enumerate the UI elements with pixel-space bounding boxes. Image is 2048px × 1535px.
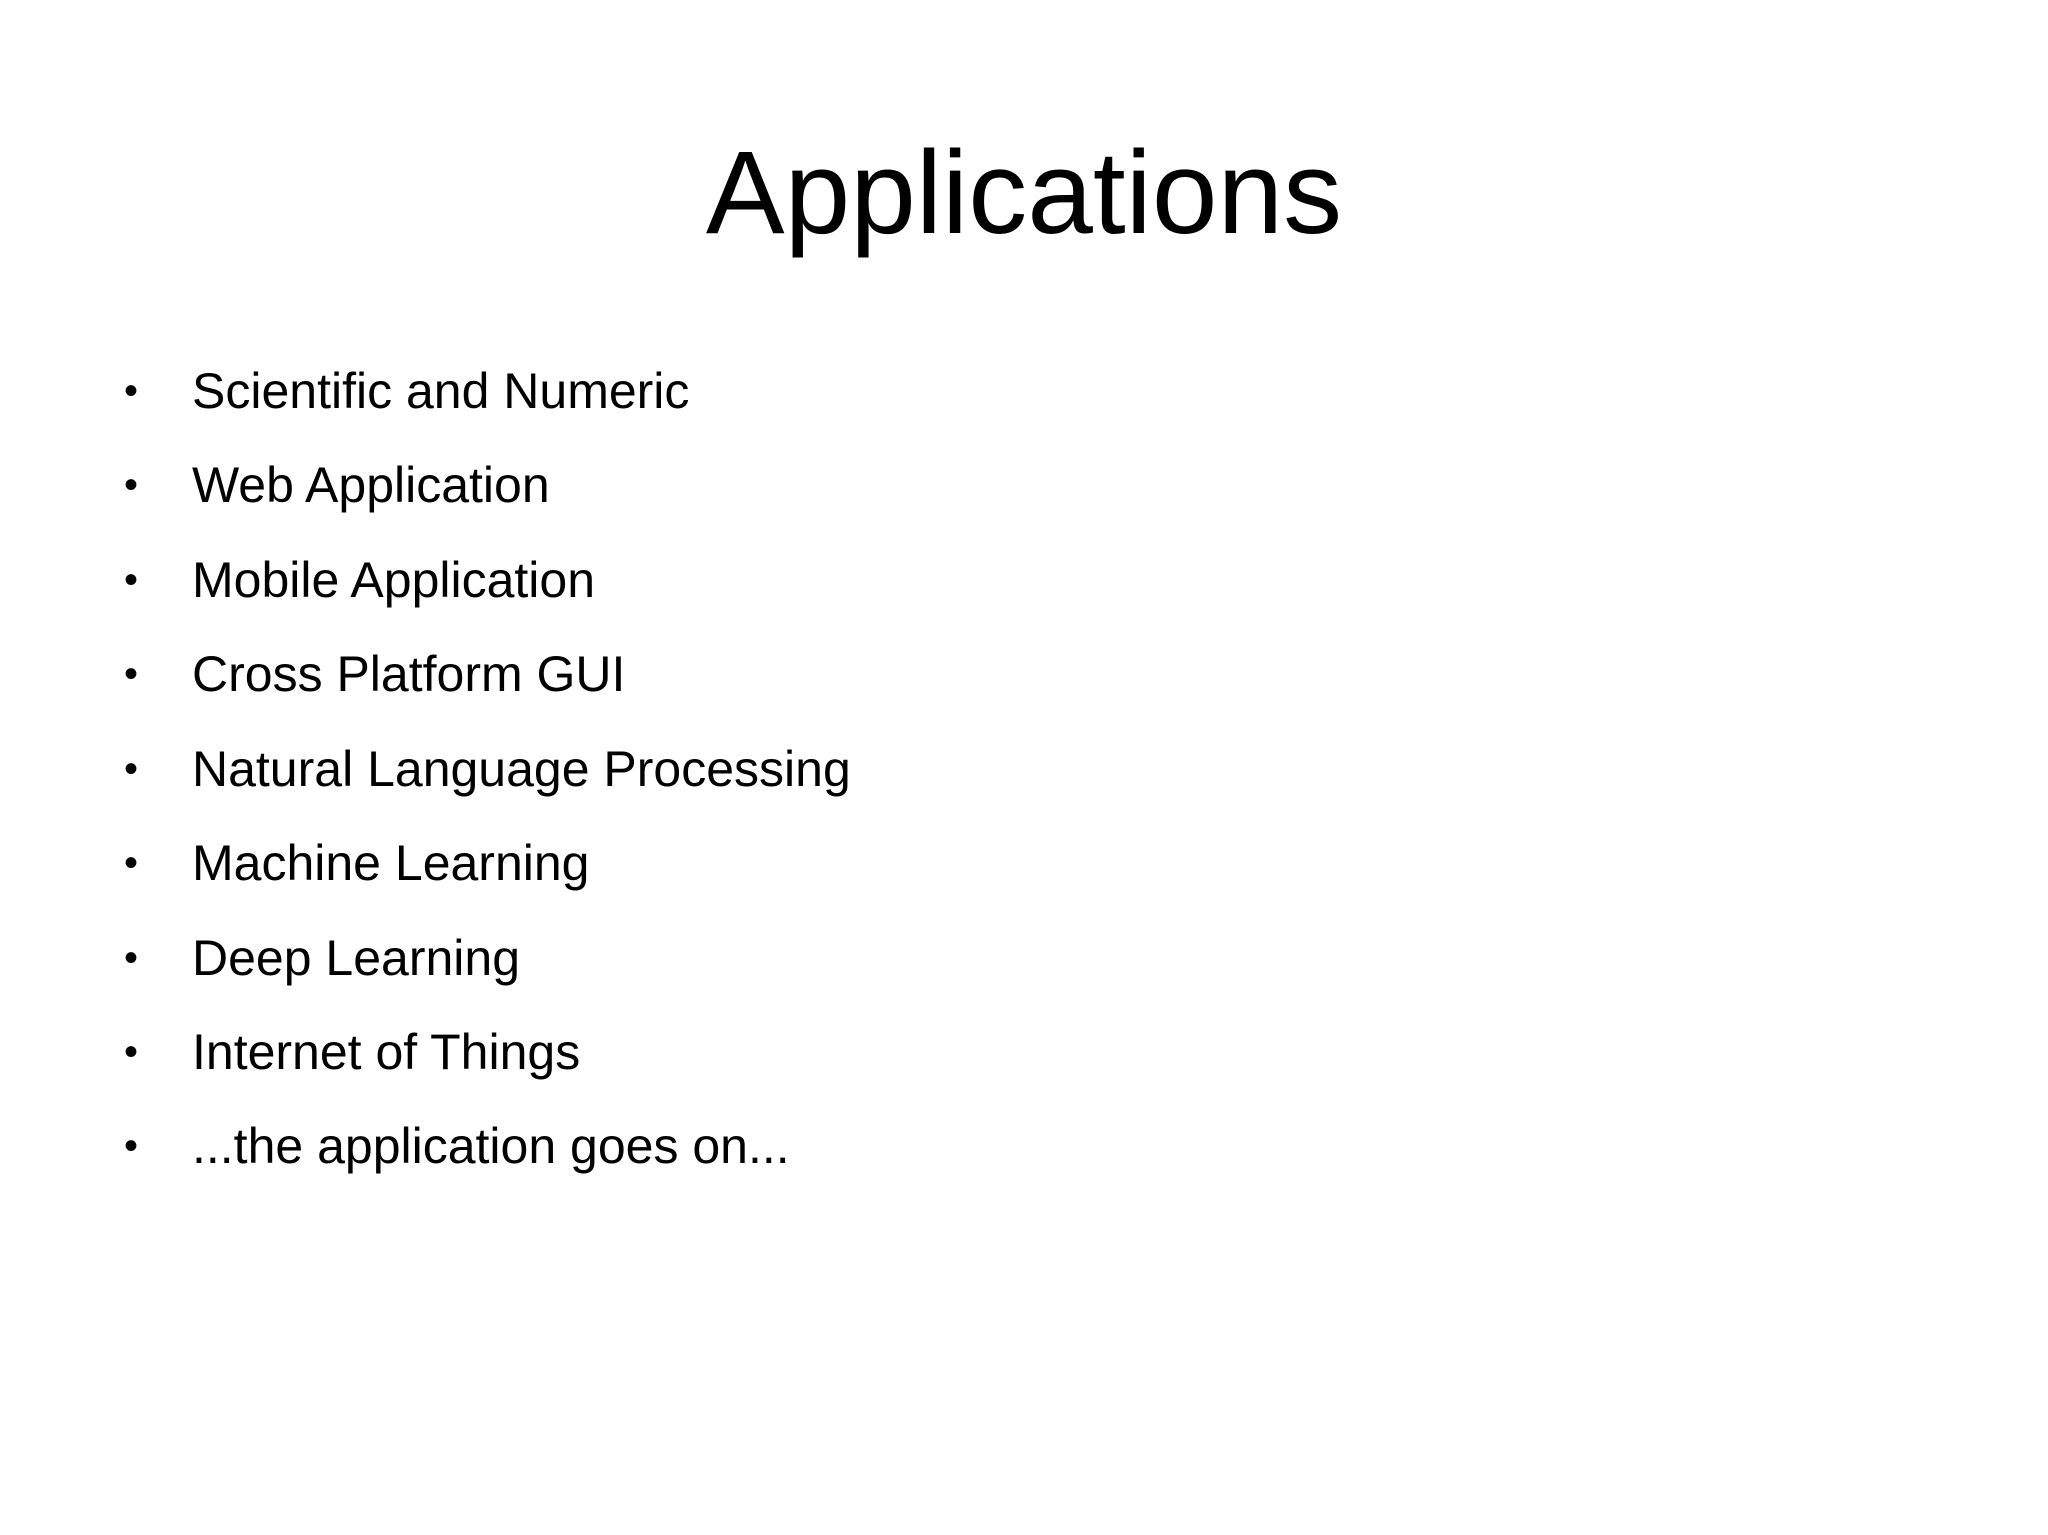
list-item: [0, 734, 1100, 804]
list-item: [0, 450, 1100, 520]
bullet-icon: •: [124, 936, 139, 980]
list-item-text: Deep Learning: [192, 930, 521, 986]
list-item-text: Scientific and Numeric: [192, 363, 690, 419]
list-item-text: Internet of Things: [192, 1024, 581, 1080]
list-item: [0, 356, 1100, 426]
bullet-icon: •: [124, 369, 139, 413]
bullet-icon: •: [124, 841, 139, 885]
list-item-text: Web Application: [192, 457, 550, 513]
bullet-icon: •: [124, 747, 139, 791]
list-item-text: Cross Platform GUI: [192, 646, 626, 702]
bullet-icon: •: [124, 652, 139, 696]
list-item: [0, 923, 1100, 993]
list-item-text: Natural Language Processing: [192, 741, 851, 797]
slide-title: Applications: [705, 127, 1343, 259]
list-item: [0, 1017, 1100, 1087]
bullet-icon: •: [124, 1030, 139, 1074]
list-item: [0, 545, 1100, 615]
list-item-text: Machine Learning: [192, 835, 590, 891]
list-item: [0, 828, 1100, 898]
bullet-icon: •: [124, 558, 139, 602]
list-item-text: ...the application goes on...: [192, 1118, 790, 1174]
list-item: [0, 1111, 1100, 1181]
bullet-icon: •: [124, 463, 139, 507]
bullet-icon: •: [124, 1124, 139, 1168]
list-item: [0, 639, 1100, 709]
list-item-text: Mobile Application: [192, 552, 596, 608]
